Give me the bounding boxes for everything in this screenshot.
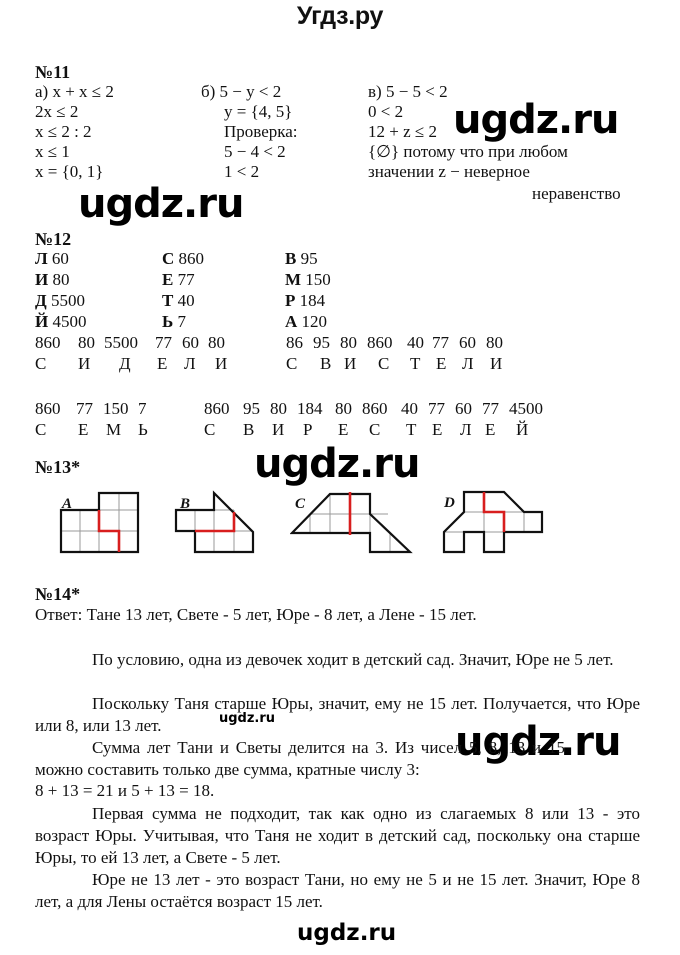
task-14-answer: Ответ: Тане 13 лет, Свете - 5 лет, Юре - 8 лет, а Лене - 15 лет. — [35, 605, 477, 624]
figure-a — [58, 490, 142, 556]
task-13-title: №13* — [35, 457, 81, 477]
figure-a-label: A — [62, 496, 73, 512]
task-11-c-line-1: в) 5 − 5 < 2 — [368, 82, 448, 101]
task-11-c-line-3: 12 + z ≤ 2 — [368, 122, 437, 141]
code-entry: Р 184 — [285, 291, 326, 310]
task-11-c-line-2: 0 < 2 — [368, 102, 404, 121]
site-title[interactable]: Угдз.ру — [296, 2, 384, 30]
code-entry: А 120 — [285, 312, 328, 331]
figure-d — [440, 488, 544, 556]
watermark: ugdz.ru — [78, 181, 244, 227]
task-11-a-line-5: x = {0, 1} — [35, 162, 104, 181]
code-entry: И 80 — [35, 270, 70, 289]
code-entry: Л 60 — [35, 249, 69, 268]
task-11-c-line-6: неравенство — [532, 184, 621, 203]
footer-watermark[interactable]: ugdz.ru — [297, 920, 397, 946]
code-entry: Е 77 — [162, 270, 195, 289]
task-11-c-line-4: {∅} потому что при любом — [368, 142, 568, 161]
task-11-c-line-5: значении z − неверное — [368, 162, 530, 181]
watermark: ugdz.ru — [453, 97, 619, 143]
task-11-b-line-5: 1 < 2 — [224, 162, 260, 181]
task-11-a-line-4: x ≤ 1 — [35, 142, 70, 161]
task-11-b-line-4: 5 − 4 < 2 — [224, 142, 286, 161]
task-12-title: №12 — [35, 229, 72, 249]
figure-d-label: D — [444, 495, 455, 511]
paragraph-equation: 8 + 13 = 21 и 5 + 13 = 18. — [35, 781, 215, 800]
paragraph: Поскольку Таня старше Юры, значит, ему не 15 лет. Получается, что Юре или 8, или 13 лет. — [35, 694, 640, 735]
task-11-b-line-1: б) 5 − y < 2 — [201, 82, 282, 101]
figure-b — [173, 490, 257, 556]
task-11-b-line-3: Проверка: — [224, 122, 298, 141]
code-entry: Ь 7 — [162, 312, 186, 331]
code-entry: Т 40 — [162, 291, 195, 310]
watermark: ugdz.ru — [455, 719, 621, 765]
task-11-a-line-1: а) x + x ≤ 2 — [35, 82, 114, 101]
paragraph: Юре не 13 лет - это возраст Тани, но ему не 5 и не 15 лет. Значит, Юре 8 лет, а для Лены остаётся возраст 15 лет. — [35, 870, 640, 911]
paragraph: Первая сумма не подходит, так как одно из слагаемых 8 или 13 - это возраст Юры. Учитывая, что Таня не ходит в детский сад, поскольку она старше Юры, то ей 13 лет, а Свете - 5 лет. — [35, 804, 640, 867]
watermark-small: ugdz.ru — [219, 711, 276, 726]
code-entry: Й 4500 — [35, 312, 87, 331]
paragraph: По условию, одна из девочек ходит в детский сад. Значит, Юре не 5 лет. — [92, 650, 614, 669]
code-entry: В 95 — [285, 249, 318, 268]
figure-c-label: C — [295, 496, 306, 512]
task-14-title: №14* — [35, 584, 81, 604]
task-11-a-line-3: x ≤ 2 : 2 — [35, 122, 92, 141]
task-11-b-line-2: y = {4, 5} — [224, 102, 293, 121]
figure-c — [290, 488, 414, 556]
paragraph: Сумма лет Тани и Светы делится на 3. Из чисел 5, 8, 13 и 15 можно составить только две сумма, кратные числу 3: — [35, 738, 565, 779]
task-11-a-line-2: 2x ≤ 2 — [35, 102, 79, 121]
code-entry: Д 5500 — [35, 291, 85, 310]
code-entry: М 150 — [285, 270, 331, 289]
watermark: ugdz.ru — [254, 441, 420, 487]
task-11-title: №11 — [35, 62, 71, 82]
figure-b-label: B — [180, 496, 191, 512]
code-entry: С 860 — [162, 249, 205, 268]
